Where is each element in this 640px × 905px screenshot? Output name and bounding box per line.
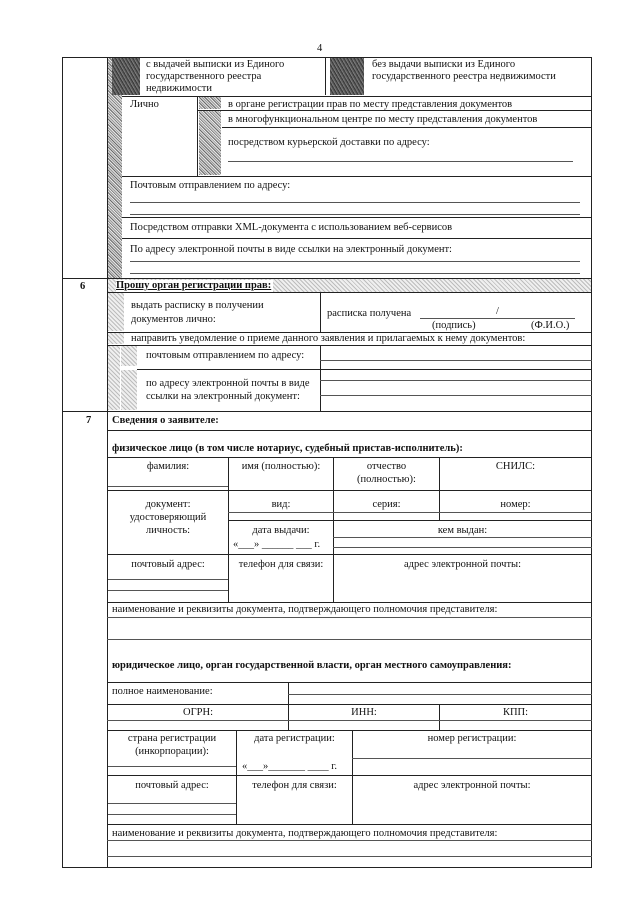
issued-by-line1[interactable]: [333, 537, 592, 538]
courier-address-line: [228, 161, 573, 162]
notify-post-line: [320, 360, 592, 361]
patronymic-line1: отчество: [366, 461, 407, 472]
reg-date-label: дата регистрации:: [254, 733, 335, 744]
frame-right: [591, 57, 592, 867]
authority-doc-label: наименование и реквизиты документа, подтверждающего полномочия представителя:: [112, 604, 498, 615]
section-7-number: 7: [86, 415, 92, 426]
row-line: [107, 292, 592, 293]
row-line: [222, 127, 592, 128]
in-person-divider: [197, 96, 198, 176]
section-6-end: [62, 411, 592, 412]
phone2-label: телефон для связи:: [252, 780, 337, 791]
notify-divider: [320, 345, 321, 411]
receipt-line2: документов лично:: [131, 314, 216, 325]
checkbox-notify-post[interactable]: [121, 346, 137, 366]
doc-label-1: документ:: [145, 499, 191, 510]
individual-heading: физическое лицо (в том числе нотариус, судебный пристав-исполнитель):: [112, 443, 463, 454]
receipt-line1: выдать расписку в получении: [131, 300, 264, 311]
checkbox-mfc[interactable]: [199, 111, 221, 175]
doc-series-label: серия:: [372, 499, 401, 510]
row-line: [107, 704, 592, 705]
notify-email-line-a: [320, 380, 592, 381]
signature-line[interactable]: [420, 318, 575, 319]
without-extract-line1: без выдачи выписки из Единого: [372, 59, 516, 70]
row-line: [107, 490, 592, 491]
row-line: [122, 176, 592, 177]
notify-post: почтовым отправлением по адресу:: [146, 350, 305, 361]
option-courier: посредством курьерской доставки по адресу:: [228, 137, 430, 148]
country-line1: страна регистрации: [127, 733, 217, 744]
authority-line2[interactable]: [107, 639, 592, 640]
reg-date-template[interactable]: «___»_______ ____ г.: [242, 761, 337, 772]
legal-heading: юридическое лицо, орган государственной власти, орган местного самоуправления:: [112, 660, 512, 671]
doc-type-label: вид:: [271, 499, 291, 510]
row-line: [107, 682, 592, 683]
doc-issued-by-label: кем выдан:: [437, 525, 488, 536]
issued-by-line2[interactable]: [333, 547, 592, 548]
row-line: [137, 369, 592, 370]
page-number: 4: [317, 43, 323, 54]
postal2-input-1[interactable]: [108, 803, 236, 804]
option-mfc: в многофункциональном центре по месту представления документов: [228, 114, 538, 125]
doc-issue-date-template[interactable]: «___» ______ ___ г.: [233, 539, 321, 550]
checkbox-notify[interactable]: [108, 333, 124, 344]
postal-label: почтовый адрес:: [131, 559, 205, 570]
patronymic-line2: (полностью):: [357, 474, 416, 485]
in-person-label: Лично: [130, 99, 159, 110]
reg-number-input-1[interactable]: [352, 758, 592, 759]
kpp-label: КПП:: [502, 707, 529, 718]
without-extract-line2: государственного реестра недвижимости: [372, 71, 556, 82]
email-line1: [130, 261, 580, 262]
checkbox-reg-body[interactable]: [199, 97, 221, 109]
surname-label: фамилия:: [146, 461, 190, 472]
row-line: [107, 775, 592, 776]
notify-shaded-col: [108, 346, 120, 410]
row-line: [197, 110, 592, 111]
doc-label-3: личность:: [145, 525, 191, 536]
authority-doc2-label: наименование и реквизиты документа, подтверждающего полномочия представителя:: [112, 828, 498, 839]
fio-caption: (Ф.И.О.): [531, 320, 570, 331]
doc-type-input[interactable]: [228, 512, 592, 513]
row-line: [122, 217, 592, 218]
option-post: Почтовым отправлением по адресу:: [130, 180, 291, 191]
full-name-col: [288, 682, 289, 730]
row-line: [107, 457, 592, 458]
reg-number-label: номер регистрации:: [427, 733, 517, 744]
doc-number-label: номер:: [500, 499, 531, 510]
row-line: [107, 730, 592, 731]
row-line: [228, 520, 592, 521]
inn-label: ИНН:: [351, 707, 377, 718]
row-line: [122, 96, 592, 97]
extract-divider: [325, 57, 326, 95]
email-line2: [130, 273, 580, 274]
notify-email-line2: ссылки на электронный документ:: [146, 391, 300, 402]
ogrn-input[interactable]: [107, 720, 592, 721]
country-input[interactable]: [108, 766, 236, 767]
option-registration-body: в органе регистрации прав по месту представления документов: [228, 99, 513, 110]
authority-line1[interactable]: [107, 617, 592, 618]
row-line: [107, 345, 592, 346]
snils-label: СНИЛС:: [495, 461, 536, 472]
row-line: [107, 430, 592, 431]
signature-caption: (подпись): [432, 320, 476, 331]
option-xml: Посредством отправки XML-документа с использованием веб-сервисов: [130, 222, 453, 233]
option-email: По адресу электронной почты в виде ссылки на электронный документ:: [130, 244, 452, 255]
receipt-divider: [320, 292, 321, 332]
name-label: имя (полностью):: [241, 461, 321, 472]
row-line: [107, 602, 592, 603]
postal2-label: почтовый адрес:: [135, 780, 209, 791]
with-extract-line1: с выдачей выписки из Единого: [146, 59, 285, 70]
country-line2: (инкорпорации):: [135, 746, 209, 757]
email2-label: адрес электронной почты:: [413, 780, 531, 791]
section-6-title: Прошу орган регистрации прав:: [116, 280, 272, 291]
post-address-line1: [130, 202, 580, 203]
row-line: [107, 554, 592, 555]
postal-input-1[interactable]: [108, 579, 228, 580]
post-address-line2: [130, 214, 580, 215]
row-line: [122, 238, 592, 239]
section-7-title: Сведения о заявителе:: [112, 415, 219, 426]
email-label: адрес электронной почты:: [403, 559, 522, 570]
doc-issue-date-label: дата выдачи:: [252, 525, 310, 536]
notify-label: направить уведомление о приеме данного заявления и прилагаемых к нему документов:: [131, 333, 526, 344]
notify-email-line-b: [320, 395, 592, 396]
authority2-line2[interactable]: [107, 856, 592, 857]
row-line: [107, 824, 592, 825]
frame-top: [62, 57, 592, 58]
frame-bottom: [62, 867, 592, 868]
full-name-label: полное наименование:: [112, 686, 213, 697]
postal-input-2[interactable]: [108, 590, 228, 591]
signature-slash: /: [496, 306, 499, 317]
surname-input[interactable]: [108, 486, 228, 487]
phone-label: телефон для связи:: [238, 559, 324, 570]
with-extract-line2: государственного реестра: [146, 71, 262, 82]
with-extract-line3: недвижимости: [146, 83, 212, 94]
doc-label-2: удостоверяющий: [129, 512, 207, 523]
checkbox-notify-email[interactable]: [121, 370, 137, 410]
postal2-input-2[interactable]: [108, 814, 236, 815]
notify-email-line1: по адресу электронной почты в виде: [146, 378, 310, 389]
frame-left: [62, 57, 63, 867]
checkbox-with-extract[interactable]: [112, 58, 140, 95]
checkbox-receipt[interactable]: [108, 293, 124, 331]
checkbox-without-extract[interactable]: [330, 58, 364, 95]
receipt-received: расписка получена: [327, 308, 412, 319]
authority2-line1[interactable]: [107, 840, 592, 841]
ogrn-label: ОГРН:: [183, 707, 213, 718]
full-name-line[interactable]: [288, 694, 592, 695]
section-6-number: 6: [80, 281, 86, 292]
